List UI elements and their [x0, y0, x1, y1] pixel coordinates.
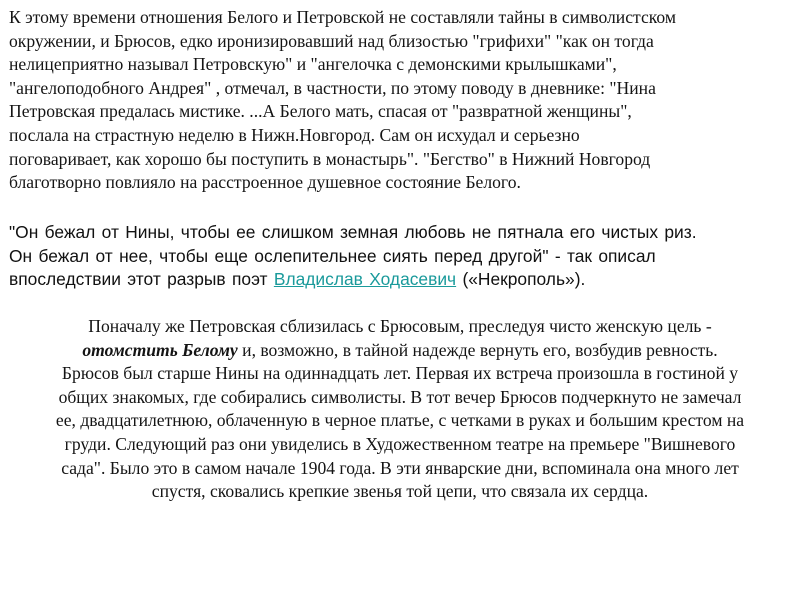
- khodasevich-link[interactable]: Владислав Ходасевич: [273, 269, 457, 290]
- text-line: поговаривает, как хорошо бы поступить в монастырь". "Бегство" в Нижний Новгород: [9, 148, 651, 169]
- text-line: окружении, и Брюсов, едко иронизировавший над близостью "грифихи" "как он тогда: [9, 30, 654, 51]
- text-line: ее, двадцатилетнюю, облаченную в черное платье, с четками в руках и большим крестом на: [55, 410, 745, 431]
- text-fragment: впоследствии этот разрыв поэт: [9, 269, 274, 290]
- paragraph-bryusov-diary: [9, 6, 799, 195]
- text-line: Поначалу же Петровская сблизилась с Брюсовым, преследуя чисто женскую цель -: [88, 316, 712, 336]
- text-line: Брюсов был старше Нины на одиннадцать лет. Первая их встреча произошла в гостиной у: [61, 363, 739, 384]
- emphasized-text: отомстить Белому: [82, 339, 238, 360]
- text-line: груди. Следующий раз они увиделись в Художественном театре на премьере "Вишневого: [64, 433, 736, 454]
- text-line: [0, 339, 800, 363]
- text-line: сада". Было это в самом начале 1904 года. В эти январские дни, вспоминала она много лет: [61, 457, 739, 478]
- paragraph-petrovskaya-bryusov: [0, 315, 800, 504]
- text-line: Петровская предалась мистике. ...А Белого мать, спасая от "развратной женщины",: [9, 101, 632, 122]
- text-line: "Он бежал от Нины, чтобы ее слишком земная любовь не пятнала его чистых риз.: [9, 222, 697, 242]
- text-line: послала на страстную неделю в Нижн.Новгород. Сам он исхудал и серьезно: [9, 124, 580, 145]
- text-line: Он бежал от нее, чтобы еще ослепительнее сиять перед другой" - так описал: [9, 245, 656, 266]
- text-line: [9, 268, 799, 292]
- text-line: благотворно повлияло на расстроенное душевное состояние Белого.: [9, 172, 521, 193]
- text-line: нелицеприятно называл Петровскую" и "ангелочка с демонскими крылышками",: [9, 54, 617, 75]
- text-line: К этому времени отношения Белого и Петровской не составляли тайны в символистском: [9, 7, 676, 27]
- text-fragment: и, возможно, в тайной надежде вернуть его, возбудив ревность.: [237, 339, 718, 360]
- paragraph-khodasevich-quote: [9, 221, 799, 292]
- text-fragment: («Некрополь»).: [456, 269, 586, 290]
- text-line: общих знакомых, где собирались символисты. В тот вечер Брюсов подчеркнуто не замечал: [58, 386, 742, 407]
- text-line: "ангелоподобного Андрея" , отмечал, в частности, по этому поводу в дневнике: "Нина: [9, 77, 656, 98]
- text-line: спустя, сковались крепкие звенья той цепи, что связала их сердца.: [151, 481, 649, 502]
